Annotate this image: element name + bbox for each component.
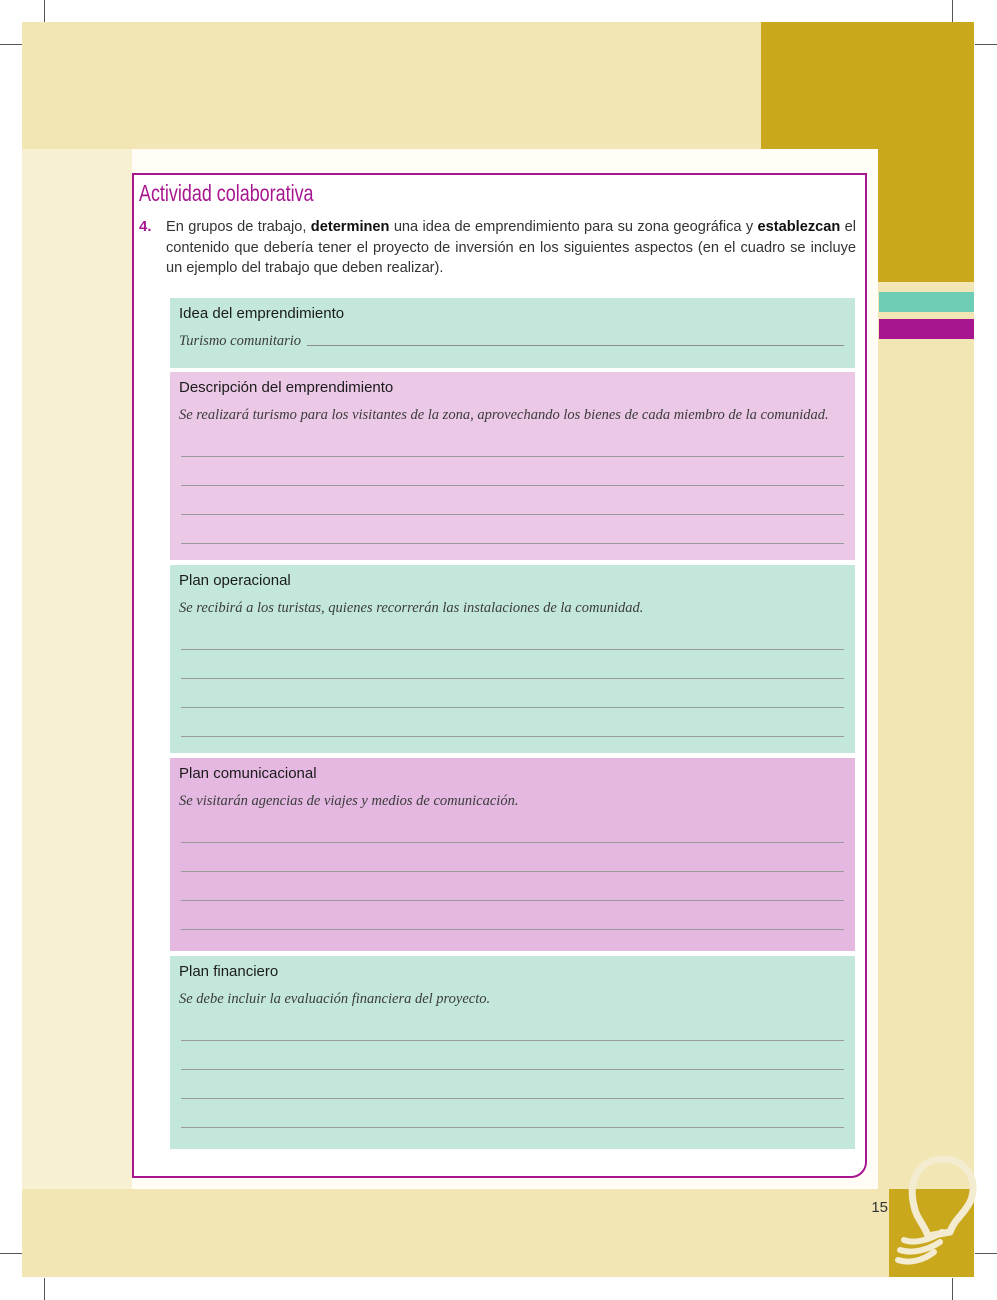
answer-line[interactable] — [181, 843, 844, 872]
answer-line[interactable] — [181, 650, 844, 679]
answer-line[interactable] — [181, 1012, 844, 1041]
answer-line[interactable] — [181, 621, 844, 650]
page-number: 15 — [871, 1199, 888, 1216]
answer-line[interactable] — [181, 457, 844, 486]
crop-mark — [44, 1278, 45, 1300]
answer-line[interactable] — [181, 486, 844, 515]
crop-mark — [0, 1253, 22, 1254]
box-example: Se realizará turismo para los visitantes de la zona, aprovechando los bienes de cada miembro de la comunidad. — [179, 407, 829, 423]
answer-line[interactable] — [307, 345, 844, 346]
box-example: Se visitarán agencias de viajes y medios de comunicación. — [179, 793, 519, 809]
instruction-number: 4. — [139, 218, 152, 235]
box-example-row — [179, 333, 844, 350]
box-descripcion — [170, 372, 855, 560]
answer-line[interactable] — [181, 901, 844, 930]
answer-line[interactable] — [181, 872, 844, 901]
answer-line[interactable] — [181, 1070, 844, 1099]
box-title: Plan operacional — [179, 572, 291, 589]
answer-line[interactable] — [181, 679, 844, 708]
answer-line[interactable] — [181, 515, 844, 544]
section-title: Actividad colaborativa — [139, 180, 314, 206]
box-operacional — [170, 565, 855, 753]
box-financiero — [170, 956, 855, 1149]
box-example: Se debe incluir la evaluación financiera del proyecto. — [179, 991, 491, 1007]
background-left — [22, 149, 132, 1189]
answer-line[interactable] — [181, 428, 844, 457]
crop-mark — [0, 44, 22, 45]
lightbulb-icon — [880, 1140, 980, 1280]
instruction-bold-verb: determinen — [310, 219, 390, 235]
crop-mark — [44, 0, 45, 22]
background-bottom — [22, 1189, 974, 1277]
box-title: Plan comunicacional — [179, 765, 317, 782]
instruction-text: En grupos de trabajo, determinen una idea de emprendimiento para su zona geográfica y establezcan el contenido que debería tener el proyecto de inversión en los siguientes aspectos (en el cuadro se incluye un ejemplo del trabajo que deben realizar). — [166, 219, 856, 276]
box-title: Plan financiero — [179, 963, 279, 980]
crop-mark — [952, 0, 953, 22]
box-comunicacional — [170, 758, 855, 951]
decorative-magenta-strip — [879, 319, 974, 339]
crop-mark — [952, 1278, 953, 1300]
box-example: Se recibirá a los turistas, quienes recorrerán las instalaciones de la comunidad. — [179, 600, 644, 616]
box-title: Descripción del emprendimiento — [179, 379, 394, 396]
box-title: Idea del emprendimiento — [179, 305, 345, 322]
box-idea — [170, 298, 855, 368]
answer-line[interactable] — [181, 1041, 844, 1070]
crop-mark — [975, 44, 997, 45]
answer-line[interactable] — [181, 1099, 844, 1128]
answer-line[interactable] — [181, 814, 844, 843]
box-example: Turismo comunitario — [179, 333, 302, 349]
instruction-bold-verb: establezcan — [757, 219, 841, 235]
answer-line[interactable] — [181, 708, 844, 737]
decorative-teal-strip — [879, 292, 974, 312]
